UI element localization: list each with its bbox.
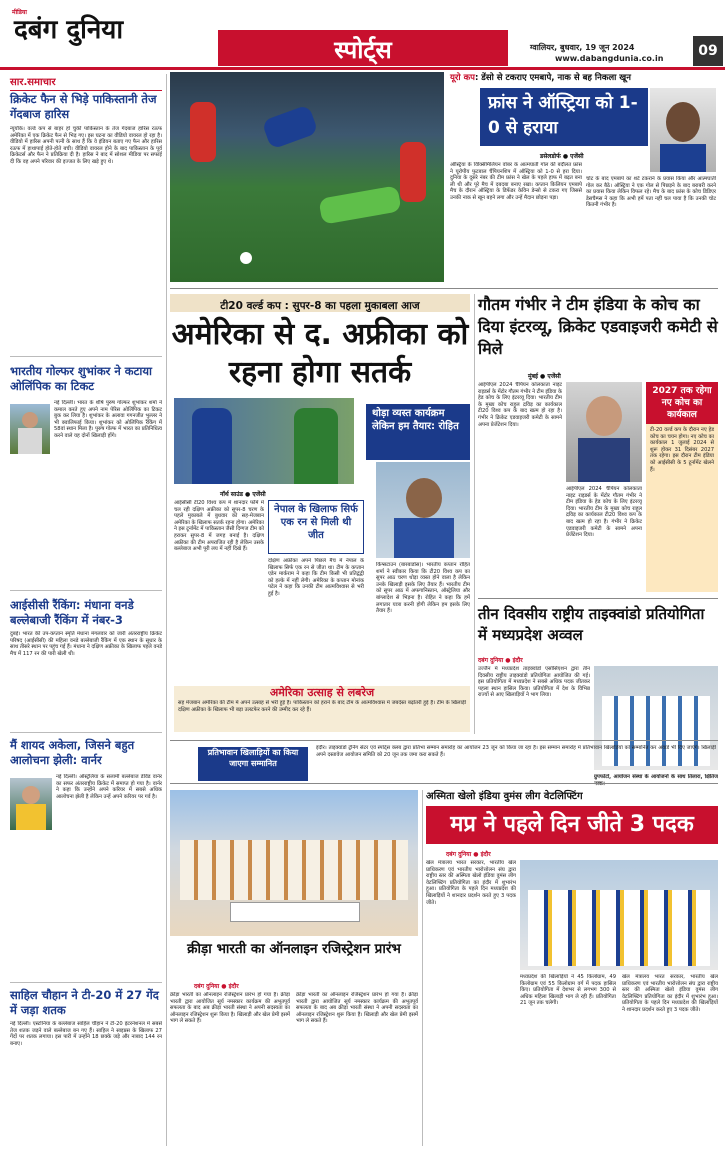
krida-body-2: क्रीड़ा भारती का ऑनलाइन रजिस्ट्रेशन प्रारंभ हो गया है। क्रीड़ा भारती द्वारा आयोजित सूर्य नमस्कार कार्यक्रम की अभूतपूर्व सफलता के बाद अब क्रीड़ा भारती संस्था ने अपनी सदस्यता का ऑनलाइन रजिस्ट्रेशन शुरू किया है। खिलाड़ी और खेल प्रेमी इसमें भाग ले सकते हैं। (296, 992, 418, 1025)
gambhir-body: आईपीएल 2024 चैंपियन कोलकाता नाइट राइडर्स के मेंटोर गौतम गंभीर ने टीम इंडिया के हेड कोच के लिए इंटरव्यू दिया। भारतीय टीम के मुख्य कोच राहुल द्रविड़ का कार्यकाल टी20 विश्व कप के बाद खत्म हो रहा है। गंभीर ने क्रिकेट एडवाइजरी कमेटी के सामने अपना प्रेजेंटेशन दिया। (478, 382, 562, 428)
coach-tenure-title-box (646, 382, 718, 424)
logo (12, 8, 162, 48)
euro-subline: : डेंसो से टकराए एमबापे, नाक से बह निकला खून (474, 73, 631, 83)
krida-body: क्रीड़ा भारती का ऑनलाइन रजिस्ट्रेशन प्रारंभ हो गया है। क्रीड़ा भारती द्वारा आयोजित सूर्य नमस्कार कार्यक्रम की अभूतपूर्व सफलता के बाद अब क्रीड़ा भारती संस्था ने अपनी सदस्यता का ऑनलाइन रजिस्ट्रेशन शुरू किया है। खिलाड़ी और खेल प्रेमी इसमें भाग ले सकते हैं। (170, 992, 290, 1025)
coach-tenure-body: टी-20 वर्ल्ड कप के दौरान नए हेड कोच का चयन होगा। नए कोच का कार्यकाल 1 जुलाई 2024 से शुरू होकर 31 दिसंबर 2027 तक रहेगा। इस दौरान टीम इंडिया को आईसीसी के 5 टूर्नामेंट खेलने हैं। (650, 427, 714, 473)
page-number: 09 (693, 36, 723, 66)
mbappe-photo (650, 88, 716, 172)
krida-bharati-story (170, 790, 418, 1146)
t20-kicker: टी20 वर्ल्ड कप : सुपर-8 का पहला मुकाबला आज (220, 300, 420, 312)
usa-box (174, 686, 470, 732)
story-headline: साहिल चौहान ने टी-20 में 27 गेंद में जड़ा शतक (10, 988, 159, 1017)
sidebar-story-1 (10, 92, 162, 352)
rohit-body: किंग्सटाउन (बारबाडोस)। भारतीय कप्तान रोहित शर्मा ने स्वीकार किया कि टी20 विश्व कप का सुपर आठ चरण थोड़ा व्यस्त होने वाला है लेकिन उनके खिलाड़ी इसके लिए तैयार हैं। भारतीय टीम को सुपर आठ में अफगानिस्तान, ऑस्ट्रेलिया और बांग्लादेश से भिड़ना है। रोहित ने कहा कि हमें लगातार यात्रा करनी होगी लेकिन हम इसके लिए तैयार हैं। (376, 562, 470, 615)
story-headline: क्रिकेट फैन से भिड़े पाकिस्तानी तेज गेंदबाज हारिस (10, 92, 157, 121)
story-body: नई दिल्ली। ऑस्ट्रेलिया के सलामी बल्लेबाज डेविड वार्नर का सफर अंतरराष्ट्रीय क्रिकेट में समाप्त हो गया है। वार्नर ने कहा कि उन्होंने अपने करियर में सबसे अधिक आलोचना झेली है लेकिन उन्हें अपने करियर पर गर्व है। (56, 774, 162, 800)
section-banner (218, 30, 508, 66)
logo-small: मीडिया (12, 9, 27, 16)
story-headline: भारतीय गोल्फर शुभांकर ने कटाया ओलिंपिक का टिकट (10, 364, 152, 393)
euro-kicker-line (450, 72, 716, 84)
warner-photo (10, 778, 52, 830)
gambhir-byline: मुंबई ● एजेंसी (528, 373, 561, 380)
story-headline: आईसीसी रैंकिंग: मंधाना वनडे बल्लेबाजी रैंकिंग में नंबर-3 (10, 598, 134, 627)
masthead (0, 0, 725, 66)
sidebar-story-2 (10, 364, 162, 586)
euro-body-2: चोट के बाद एमबापे का शर्ट टकराने के प्रयास किया और आत्मघाती गोल कर बैठे। ऑस्ट्रिया ने एक गोल से पिछड़ने के बाद बराबरी करने का प्रयास किया लेकिन विफल रहे। मैच के बाद फ्रांस के कोच डिडिएर डेसचैम्प्स ने कहा कि अभी हमें पता नहीं चल पाया है कि उनकी चोट कितनी गंभीर है। (586, 176, 716, 209)
weightlifting-byline: दबंग दुनिया ● इंदौर (446, 851, 491, 858)
rohit-title: थोड़ा व्यस्त कार्यक्रम लेकिन हम तैयार: रोहित (372, 408, 459, 432)
coach-tenure-title: 2027 तक रहेगा नए कोच का कार्यकाल (652, 386, 712, 420)
weightlifting-photo (520, 860, 718, 970)
krida-byline: दबंग दुनिया ● इंदौर (194, 983, 239, 990)
taekwondo-headline: तीन दिवसीय राष्ट्रीय ताइक्वांडो प्रतियोगिता में मध्यप्रदेश अव्वल (478, 605, 705, 644)
taekwondo-body: उज्जैन में मध्यप्रदेश ताइक्वांडो एसोसिएशन द्वारा तीन दिवसीय राष्ट्रीय ताइक्वांडो प्रतियोगिता आयोजित की गई। इस प्रतियोगिता में मध्यप्रदेश ने सबसे अधिक पदक जीतकर पहला स्थान हासिल किया। प्रतियोगिता में देश के विभिन्न राज्यों से आए खिलाड़ियों ने भाग लिया। (478, 666, 590, 699)
euro-cup-story (450, 72, 716, 282)
nepal-sub-head: नेपाल के खिलाफ सिर्फ एक रन से मिली थी जीत (274, 504, 358, 541)
sidebar-story-5 (10, 988, 162, 1146)
story-body: नई दिल्ली। भारत के शीर्ष पुरुष गोल्फर शुभांकर शर्मा ने कमाल करते हुए अपने नाम पेरिस ओलिंपिक का टिकट बुक कर लिया है। शुभांकर के अलावा गगनजीत भुल्लर ने भी क्वालिफाई किया। शुभांकर को ओलिंपिक रैंकिंग में 58वां स्थान मिला है। पुरुष गोल्फ में भारत का प्रतिनिधित्व करने वाले यह दोनों खिलाड़ी होंगे। (54, 400, 162, 439)
honour-body: इंदौर। ताइक्वांडो ट्रेनिंग सेंटर एवं स्पोर्ट्स क्लब द्वारा प्रतिभा सम्मान समारोह का आयोजन 23 जून को किया जा रहा है। इस सम्मान समारोह में प्रतिभावान खिलाड़ियों को सम्मानित कर अवार्ड भी दिए जाएंगे। खिलाड़ी अपने दस्तावेज आयोजन समिति को 20 जून तक जमा करा सकते हैं। (316, 745, 716, 758)
t20-body: आईसीसी टी20 विश्व कप में शानदार फॉर्म में चल रही दक्षिण अफ्रीका को सुपर-8 चरण के पहले मुकाबले में बुधवार को सह-मेजबान अमेरिका के खिलाफ सतर्क रहना होगा। अमेरिका ने इस टूर्नामेंट में पाकिस्तान जैसी दिग्गज टीम को हराकर सुपर-8 में जगह बनाई है। दक्षिण अफ्रीका की टीम अपराजित रही है लेकिन उसके बल्लेबाज अभी पूरी लय में नहीं दिखे हैं। (174, 500, 264, 553)
coach-tenure-box (646, 382, 718, 592)
football-photo (170, 72, 444, 282)
story-body: दुबई। भारत की उप-कप्तान स्मृति मंधाना मंगलवार को जारी अंतरराष्ट्रीय क्रिकेट परिषद (आईसीसी) की महिला वनडे बल्लेबाजी रैंकिंग में एक स्थान के सुधार के साथ तीसरे स्थान पर पहुंच गई हैं। मंधाना ने दक्षिण अफ्रीका के खिलाफ पहले वनडे मैच में 117 रन की पारी खेली थी। (10, 631, 162, 657)
weightlifting-body: खेल मंत्रालय भारत सरकार, भारतीय खेल प्राधिकरण एवं भारतीय भारोत्तोलन संघ द्वारा राष्ट्रीय स्तर की अस्मिता खेलो इंडिया वुमंस लीग वेटलिफ्टिंग प्रतियोगिता का इंदौर में शुभारंभ हुआ। प्रतियोगिता के पहले दिन मध्यप्रदेश की खिलाड़ियों ने शानदार प्रदर्शन करते हुए 3 पदक जीते। (426, 860, 516, 906)
players-photo (174, 398, 354, 484)
usa-box-title: अमेरिका उत्साह से लबरेज (269, 686, 375, 699)
nepal-sub-head-box (268, 500, 364, 554)
weightlifting-story (426, 790, 718, 1146)
honour-label: प्रतिभावान खिलाड़ियों का किया जाएगा सम्मानित (207, 748, 299, 768)
taekwondo-byline: दबंग दुनिया ● इंदौर (478, 657, 523, 664)
euro-body: ऑस्ट्रिया के विक्सिमिलियन वोबर के आत्मघाती गोल की बदौलत फ्रांस ने यूरोपीय फुटबाल चैंपियनशिप में ऑस्ट्रिया को 1-0 से हरा दिया। दुनिया के दूसरे नंबर की टीम फ्रांस ने खेल के पहले हाफ में बढ़त बना ली थी और पूरे मैच में दबदबा बनाए रखा। कप्तान किलियन एमबापे मैच के दौरान ऑस्ट्रिया के डिफेंडर केविन डेन्सो से टकरा गए जिससे उनकी नाक से खून बहने लगा और उन्हें मैदान छोड़ना पड़ा। (450, 162, 582, 201)
golfer-photo (10, 404, 50, 454)
weightlifting-strap: अस्मिता खेलो इंडिया वुमंस लीग वेटलिफ्टिंग (426, 791, 583, 802)
dateline: ग्वालियर, बुधवार, 19 जून 2024 (530, 43, 635, 52)
t20-byline: नॉर्थ साउंड ● एजेंसी (220, 491, 266, 498)
honour-strip (170, 740, 718, 784)
rohit-title-box (366, 404, 470, 460)
gambhir-story (478, 294, 718, 594)
weightlifting-body-2: मध्यप्रदेश की खिलाड़ियों ने 45 किलोग्राम, 49 किलोग्राम एवं 55 किलोग्राम वर्ग में पदक हासिल किए। प्रतियोगिता में देशभर से लगभग 300 से अधिक महिला खिलाड़ी भाग ले रही हैं। प्रतियोगिता 21 जून तक चलेगी। (520, 974, 616, 1007)
krida-headline: क्रीड़ा भारती का ऑनलाइन रजिस्ट्रेशन प्रारंभ (187, 941, 401, 957)
euro-kicker: यूरो कप (450, 73, 475, 83)
t20-body-2: दक्षिण अफ्रीका अपने पिछले मैच में नेपाल के खिलाफ सिर्फ एक रन से जीता था। टीम के कप्तान एडेन मार्कराम ने कहा कि टीम किसी भी प्रतिद्वंद्वी को हल्के में नहीं लेगी। अमेरिका के कप्तान मोनांक पटेल ने कहा कि उनकी टीम आत्मविश्वास से भरी हुई है। (268, 558, 364, 597)
sidebar-header: सार.समाचार (10, 74, 162, 91)
rohit-photo (376, 462, 470, 558)
weightlifting-headline-box (426, 806, 718, 844)
t20-headline: अमेरिका से द. अफ्रीका को रहना होगा सतर्क (171, 317, 469, 390)
masthead-rule (0, 67, 725, 70)
euro-headline: फ्रांस ने ऑस्ट्रिया को 1-0 से हराया (488, 93, 638, 138)
sidebar (10, 74, 162, 1146)
gambhir-body-2: आईपीएल 2024 चैंपियन कोलकाता नाइट राइडर्स के मेंटोर गौतम गंभीर ने टीम इंडिया के हेड कोच के लिए इंटरव्यू दिया। भारतीय टीम के मुख्य कोच राहुल द्रविड़ का कार्यकाल टी20 विश्व कप के बाद खत्म हो रहा है। गंभीर ने क्रिकेट एडवाइजरी कमेटी के सामने अपना प्रेजेंटेशन दिया। (566, 486, 642, 539)
euro-byline: डसेलडोर्फ ● एजेंसी (540, 153, 584, 160)
sidebar-story-3 (10, 598, 162, 728)
weightlifting-body-3: खेल मंत्रालय भारत सरकार, भारतीय खेल प्राधिकरण एवं भारतीय भारोत्तोलन संघ द्वारा राष्ट्रीय स्तर की अस्मिता खेलो इंडिया वुमंस लीग वेटलिफ्टिंग प्रतियोगिता का इंदौर में शुभारंभ हुआ। प्रतियोगिता के पहले दिन मध्यप्रदेश की खिलाड़ियों ने शानदार प्रदर्शन करते हुए 3 पदक जीते। (622, 974, 718, 1013)
website: www.dabangdunia.co.in (555, 54, 664, 63)
taekwondo-caption: ग्रुपफोटो, आयोजन संस्था के आयोजनों के साथ तिलारा, क्षितिज नस्क। (594, 774, 718, 787)
usa-box-body: सह मेजबान अमेरिका की टीम में अपने उत्साह से भरी हुई है। पाकिस्तान को हराने के बाद टीम के आत्मविश्वास में जबर्दस्त बढ़ोतरी हुई है। टीम के खिलाड़ी दक्षिण अफ्रीका के खिलाफ भी बड़ा उलटफेर करने की उम्मीद कर रहे हैं। (178, 700, 466, 713)
story-body: नई दिल्ली। एस्टोनिया के बल्लेबाज साहिल चौहान ने टी-20 इंटरनेशनल में सबसे तेज शतक जड़ने वाले बल्लेबाज बन गए हैं। साहिल ने साइप्रस के खिलाफ 27 गेंदों पर शतक लगाया। इस पारी में उन्होंने 18 छक्के जड़े और नाबाद 144 रन बनाए। (10, 1021, 162, 1047)
honour-label-box (198, 747, 308, 781)
gambhir-headline: गौतम गंभीर ने टीम इंडिया के कोच का दिया इंटरव्यू, क्रिकेट एडवाइजरी कमेटी से मिले (478, 295, 718, 358)
logo-text: दबंग दुनिया (14, 15, 124, 45)
sidebar-story-4 (10, 738, 162, 978)
t20-kicker-bar (170, 294, 470, 312)
euro-headline-box (480, 88, 648, 146)
krida-bharati-photo (170, 790, 418, 936)
weightlifting-headline: मप्र ने पहले दिन जीते 3 पदक (450, 812, 694, 837)
section-title: स्पोर्ट्स (334, 36, 392, 64)
t20-story (170, 294, 470, 734)
gambhir-photo (566, 382, 642, 482)
story-headline: मैं शायद अकेला, जिसने बहुत आलोचना झेली: वार्नर (10, 738, 135, 767)
story-body: न्यूयॉर्क। वर्ल्ड कप से बाहर हो चुकी पाकिस्तान के तेज गेंदबाज हारिस रऊफ अमेरिका में एक क्रिकेट फैन से भिड़ गए। इस घटना का वीडियो वायरल हो रहा है। वीडियो में हारिस अपनी पत्नी के साथ हैं कि वे इंडियन बताए गए फैन और हारिस रऊफ में हाथापाई होते-होते बची। वीडियो वायरल होने के बाद पाकिस्तान के पूर्व क्रिकेटर्स और फैन ने प्रतिक्रिया दी है। हारिस ने बाद में सोशल मीडिया पर सफाई दी कि वह अपने परिवार की इज्जत के लिए खड़े हुए थे। (10, 126, 162, 165)
